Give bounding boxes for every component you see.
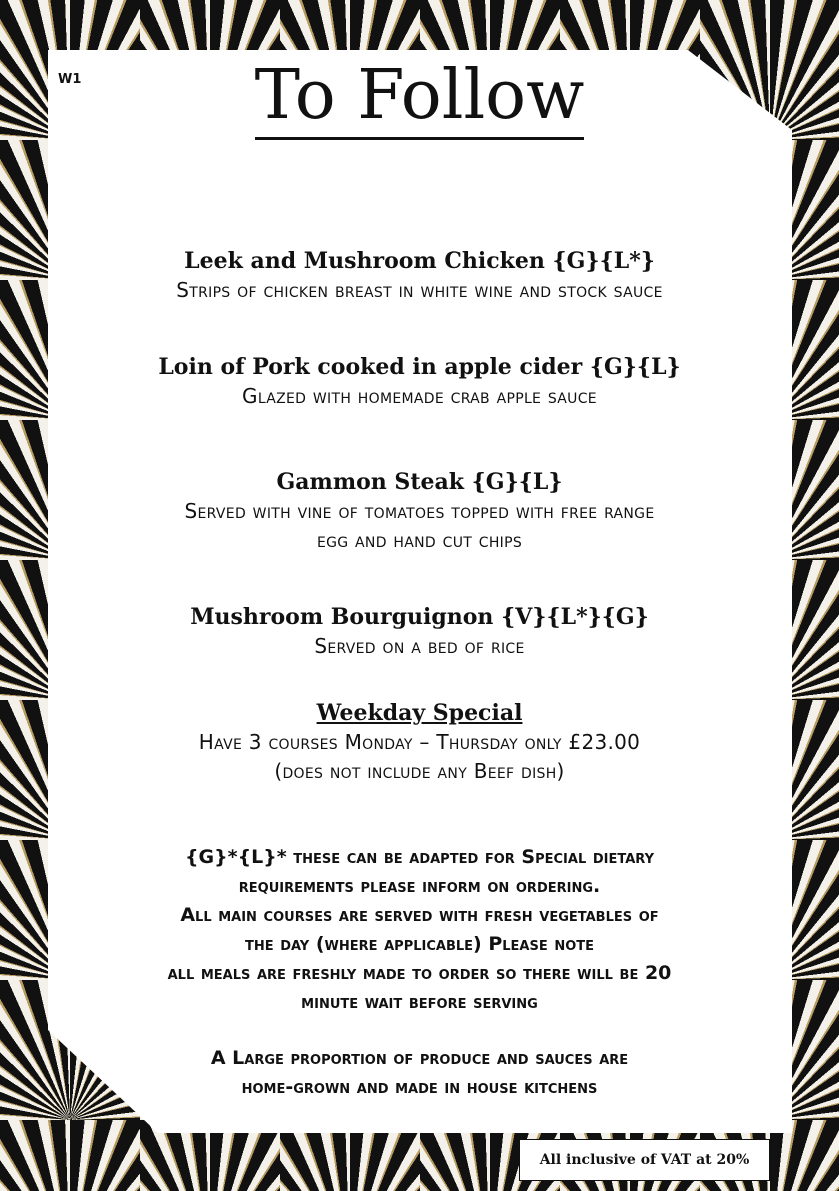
produce-note — [0, 1044, 839, 1102]
dish-name: Mushroom Bourguignon {V}{L*}{G} — [190, 604, 649, 630]
dish-4 — [0, 602, 839, 661]
weekday-special — [0, 698, 839, 786]
dietary-notes — [0, 843, 839, 1017]
note-line: All main courses are served with fresh vegetables of — [180, 904, 659, 926]
dish-description: Served on a bed of rice — [314, 634, 525, 658]
note-line: the day (where applicable) Please note — [244, 933, 595, 955]
note-line: {G}*{L}* these can be adapted for Special dietary — [184, 846, 654, 868]
menu-code: W1 — [58, 72, 82, 87]
dish-name: Loin of Pork cooked in apple cider {G}{L} — [158, 354, 681, 380]
title-text: To Follow — [255, 56, 585, 140]
note-line: minute wait before serving — [301, 991, 538, 1013]
note-line: requirements please inform on ordering. — [238, 875, 601, 897]
special-exclusion: (does not include any Beef dish) — [274, 759, 565, 783]
page-title — [0, 56, 839, 135]
note-line: all meals are freshly made to order so there will be 20 — [167, 962, 672, 984]
dish-3 — [0, 467, 839, 555]
vat-note: All inclusive of VAT at 20% — [519, 1139, 770, 1181]
dish-name: Leek and Mushroom Chicken {G}{L*} — [184, 248, 655, 274]
special-offer: Have 3 courses Monday – Thursday only £23.00 — [198, 730, 641, 754]
dish-description: Glazed with homemade crab apple sauce — [242, 384, 597, 408]
dish-name: Gammon Steak {G}{L} — [276, 469, 563, 495]
dish-1 — [0, 246, 839, 305]
dish-description: Strips of chicken breast in white wine and stock sauce — [176, 278, 663, 302]
dish-2 — [0, 352, 839, 411]
note-line: A Large proportion of produce and sauces are — [210, 1047, 629, 1069]
special-title: Weekday Special — [316, 700, 523, 726]
dish-description-line: Served with vine of tomatoes topped with free range — [184, 499, 655, 523]
note-line: home-grown and made in house kitchens — [241, 1076, 598, 1098]
dish-description-line: egg and hand cut chips — [316, 528, 523, 552]
